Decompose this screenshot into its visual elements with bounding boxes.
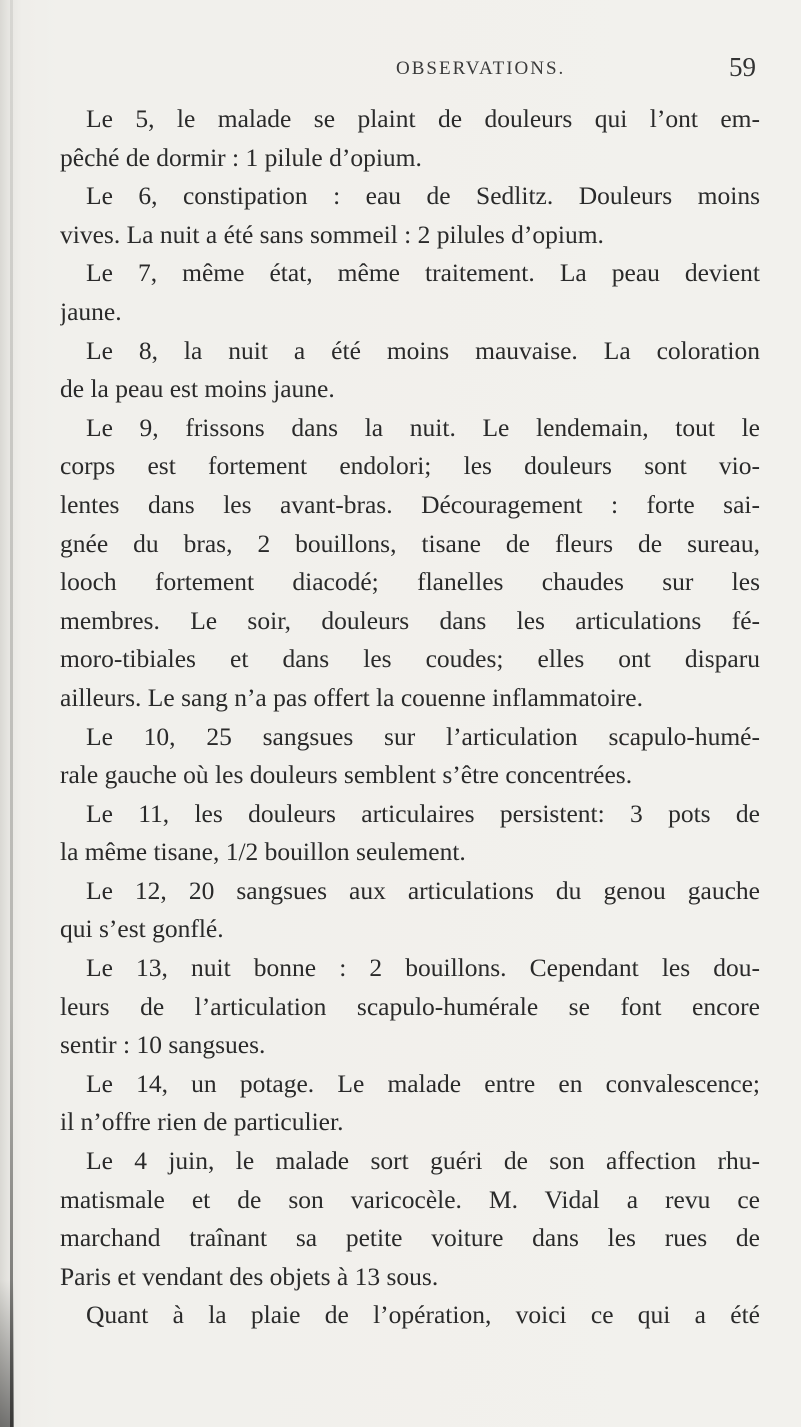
text-line: moro-tibiales et dans les coudes; elles ont disparu [60,644,760,674]
text-line: Le 7, même état, même traitement. La peau devient [86,258,760,288]
page-number: 59 [729,52,756,82]
text-line: looch fortement diacodé; flanelles chaudes sur les [60,567,760,597]
text-line: Le 12, 20 sangsues aux articulations du genou gauche [86,875,760,905]
binding-gutter [10,0,13,1427]
text-line: Le 4 juin, le malade sort guéri de son affection rhu- [86,1146,760,1176]
text-line: marchand traînant sa petite voiture dans les rues de [60,1223,760,1253]
text-line: rale gauche où les douleurs semblent s’être concentrées. [60,760,633,790]
text-line: gnée du bras, 2 bouillons, tisane de fleurs de sureau, [60,528,760,558]
text-line: corps est fortement endolori; les douleurs sont vio- [60,451,760,481]
text-line: pêché de dormir : 1 pilule d’opium. [60,142,422,172]
text-line: Le 11, les douleurs articulaires persistent: 3 pots de [86,798,760,828]
text-line: Le 9, frissons dans la nuit. Le lendemain, tout le [86,412,760,442]
text-line: leurs de l’articulation scapulo-humérale se font encore [60,991,760,1021]
text-line: ailleurs. Le sang n’a pas offert la couenne inflammatoire. [60,682,643,712]
running-title: OBSERVATIONS. [396,58,566,79]
text-line: Quant à la plaie de l’opération, voici ce qui a été [86,1300,760,1330]
text-line: sentir : 10 sangsues. [60,1030,266,1060]
text-line: jaune. [60,296,122,326]
text-line: la même tisane, 1/2 bouillon seulement. [60,837,466,867]
text-line: de la peau est moins jaune. [60,374,335,404]
text-line: Le 14, un potage. Le malade entre en convalescence; [86,1068,760,1098]
text-line: Le 13, nuit bonne : 2 bouillons. Cependant les dou- [86,953,760,983]
body-text [60,100,760,1335]
text-line: il n’offre rien de particulier. [60,1107,344,1137]
text-line: Le 10, 25 sangsues sur l’articulation scapulo-humé- [86,721,760,751]
text-line: membres. Le soir, douleurs dans les articulations fé- [60,605,760,635]
text-line: Le 8, la nuit a été moins mauvaise. La coloration [86,335,760,365]
text-line: matismale et de son varicocèle. M. Vidal a revu ce [60,1184,760,1214]
text-line: Le 6, constipation : eau de Sedlitz. Douleurs moins [86,181,760,211]
text-line: vives. La nuit a été sans sommeil : 2 pilules d’opium. [60,219,604,249]
text-line: lentes dans les avant-bras. Découragement : forte sai- [60,489,760,519]
text-line: Le 5, le malade se plaint de douleurs qui l’ont em- [86,104,760,133]
text-line: qui s’est gonflé. [60,914,224,944]
text-line: Paris et vendant des objets à 13 sous. [60,1261,439,1291]
binding-shadow [0,1280,14,1427]
page-header [60,52,760,86]
